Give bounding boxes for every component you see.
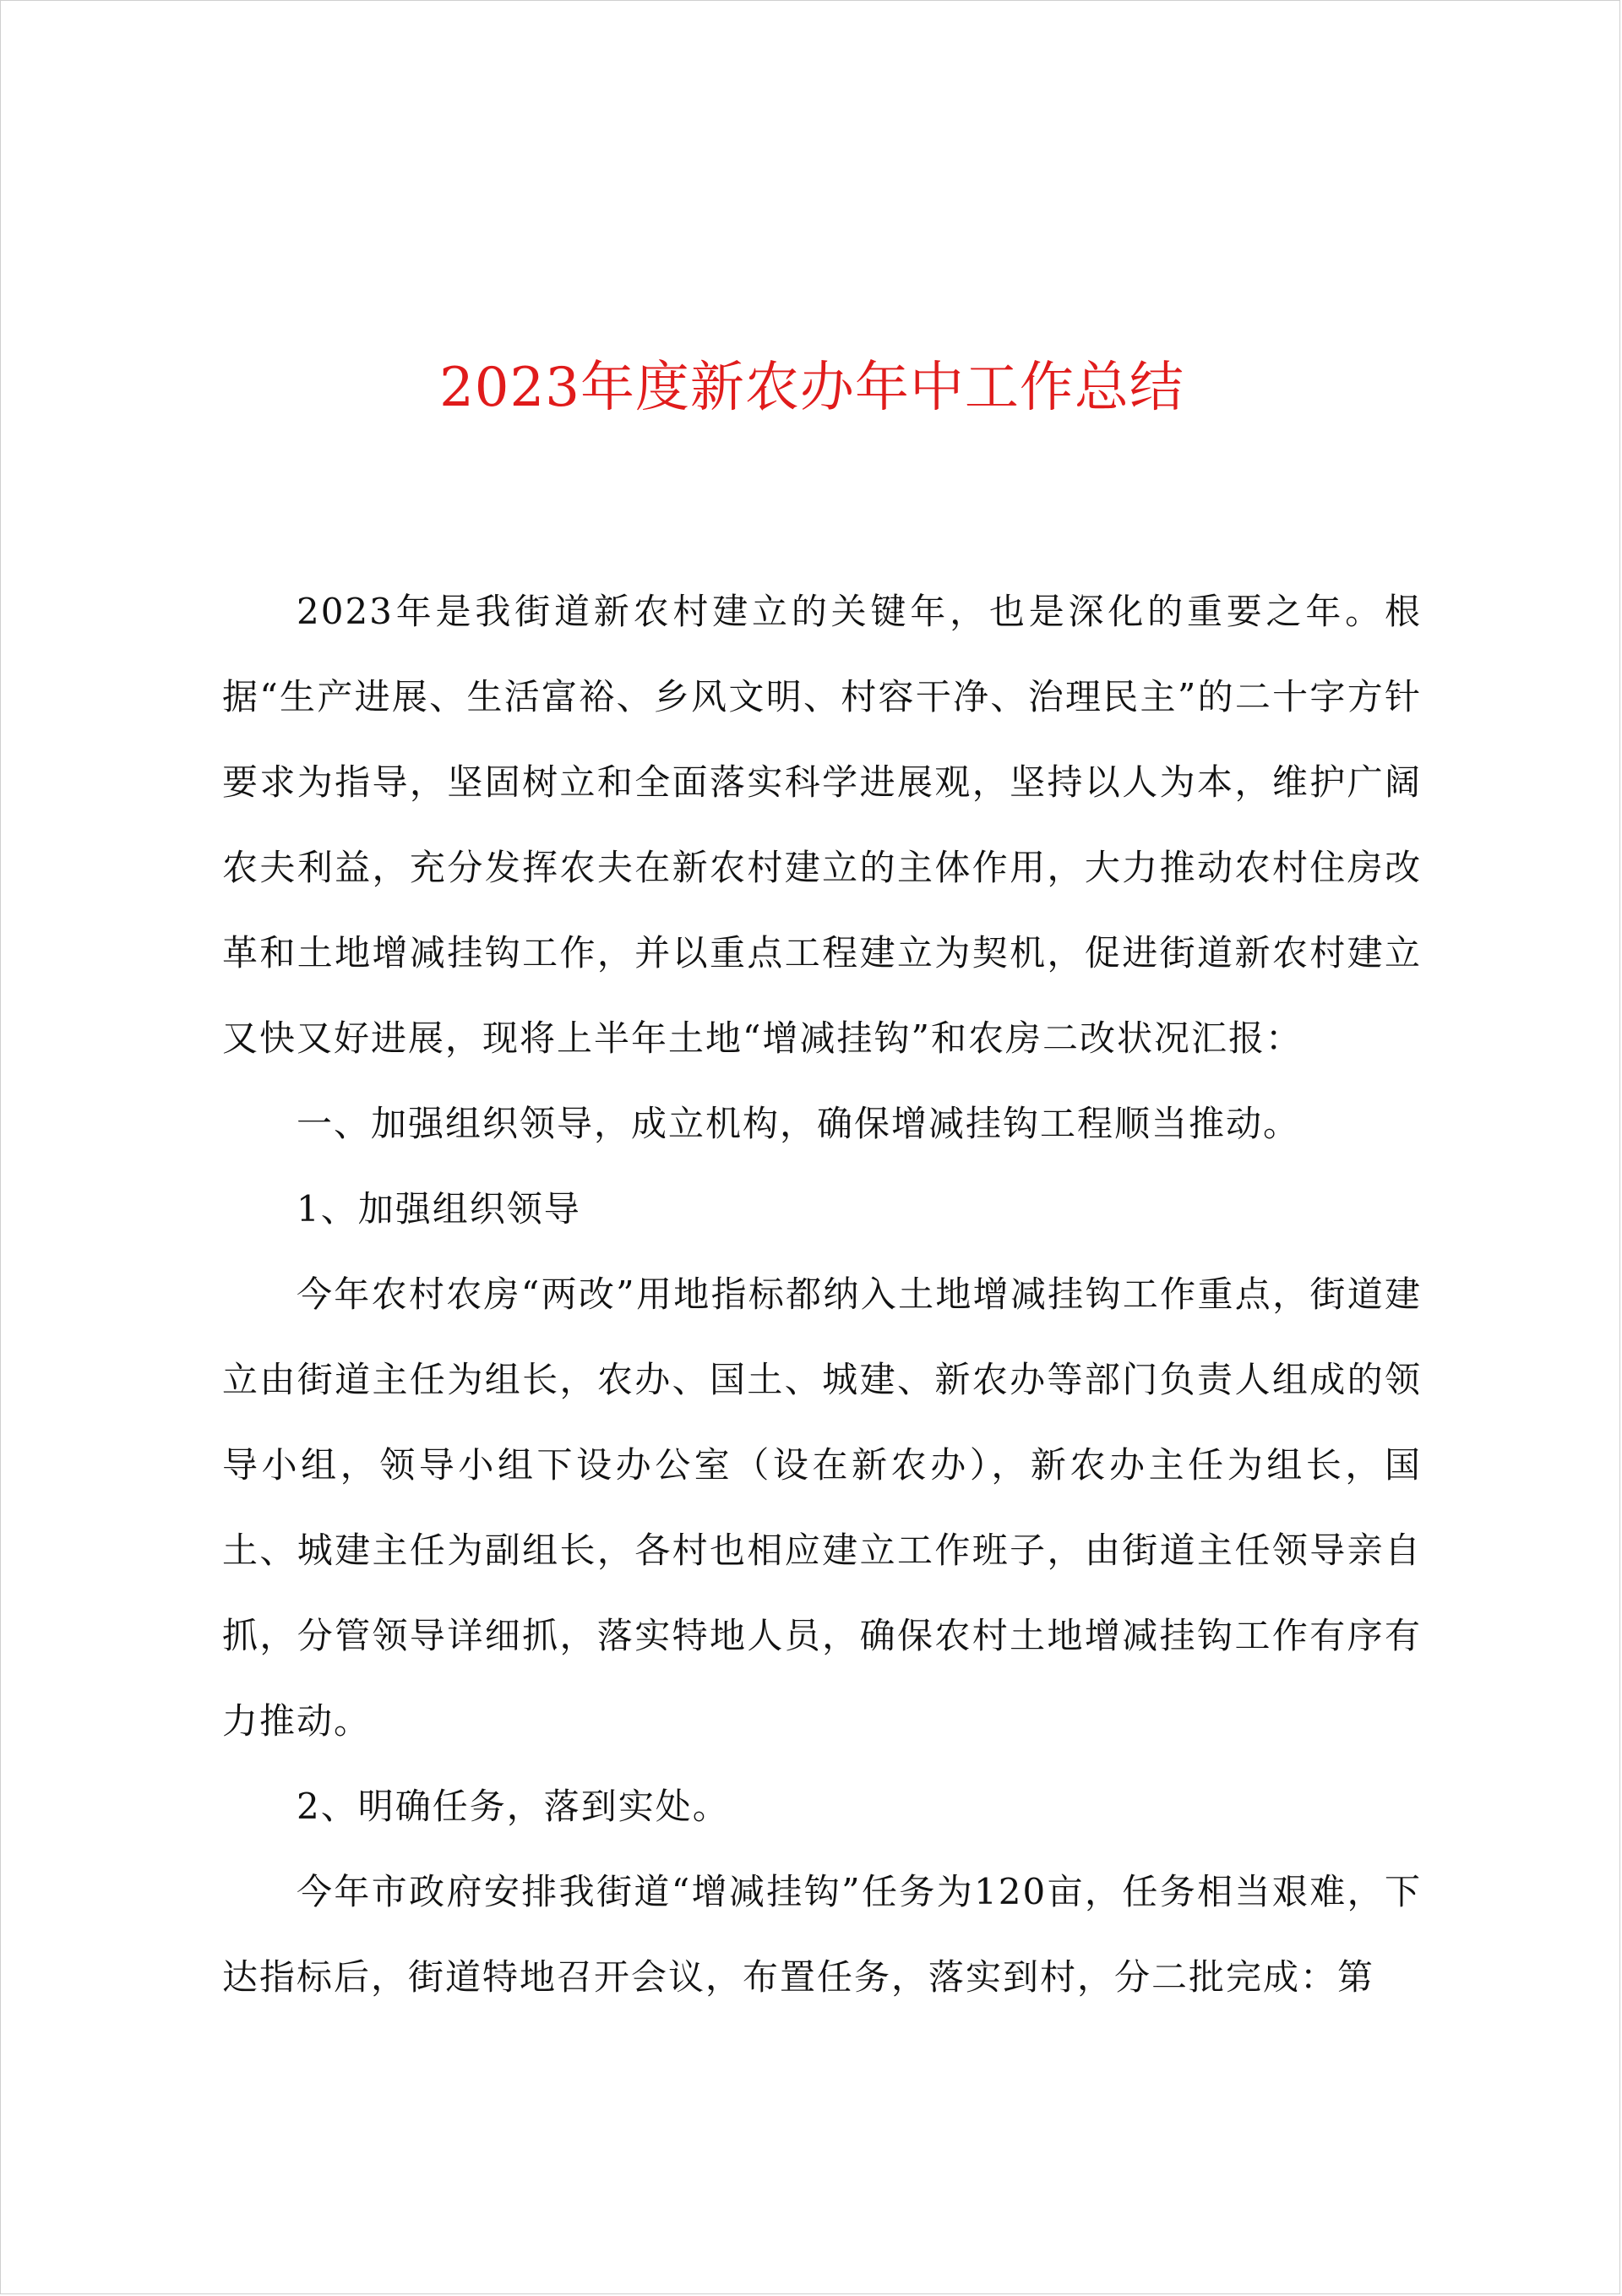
document-title: 2023年度新农办年中工作总结 <box>439 357 1184 419</box>
subheading-2: 2、明确任务，落到实处。 <box>297 1786 730 1827</box>
paragraph-organization: 今年农村农房“两改”用地指标都纳入土地增减挂钩工作重点，街道建立由街道主任为组长，农办、国土、城建、新农办等部门负责人组成的领导小组，领导小组下设办公室（设在新农办），新农办主任为组长，国土、城建主任为副组长，各村也相应建立工作班子，由街道主任领导亲自抓，分管领导详细抓，落实特地人员，确保农村土地增减挂钩工作有序有力推动。 <box>222 1273 1422 1742</box>
paragraph-tasks: 今年市政府安排我街道“增减挂钩”任务为120亩，任务相当艰难，下达指标后，街道特地召开会议，布置任务，落实到村，分二批完成：第 <box>222 1871 1422 1998</box>
subheading-1: 1、加强组织领导 <box>297 1188 581 1230</box>
document-body <box>222 569 1422 2020</box>
paragraph-intro: 2023年是我街道新农村建立的关键年，也是深化的重要之年。根据“生产进展、生活富裕、乡风文明、村容干净、治理民主”的二十字方针要求为指导，坚固树立和全面落实科学进展观，坚持以人为本，维护广阔农夫利益，充分发挥农夫在新农村建立的主体作用，大力推动农村住房改革和土地增减挂钩工作，并以重点工程建立为契机，促进街道新农村建立又快又好进展，现将上半年土地“增减挂钩”和农房二改状况汇报： <box>222 591 1422 1059</box>
heading-section-1: 一、加强组织领导，成立机构，确保增减挂钩工程顺当推动。 <box>297 1103 1301 1144</box>
